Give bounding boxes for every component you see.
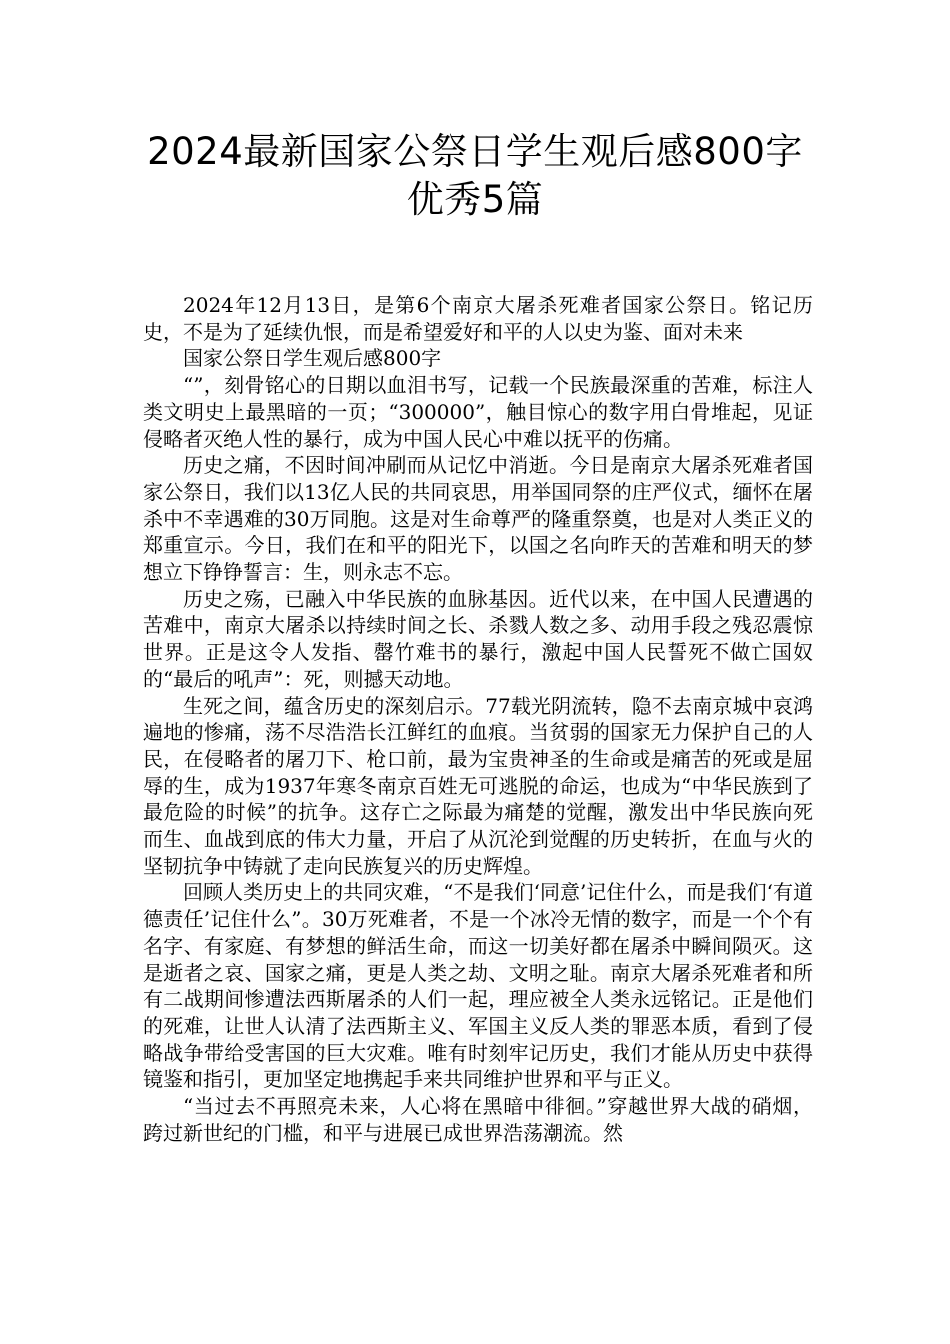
paragraph: 历史之殇，已融入中华民族的血脉基因。近代以来，在中国人民遭遇的苦难中，南京大屠杀以持续时间之长、杀戮人数之多、动用手段之残忍震惊世界。正是这令人发指、罄竹难书的暴行，激起中国人民誓死不做亡国奴的“最后的吼声”：死，则撼天动地。: [143, 586, 813, 691]
paragraph-intro: 2024年12月13日，是第6个南京大屠杀死难者国家公祭日。铭记历史，不是为了延续仇恨，而是希望爱好和平的人以史为鉴、面对未来: [143, 293, 813, 344]
document-body: [143, 292, 813, 1147]
paragraph-subtitle: 国家公祭日学生观后感800字: [183, 346, 442, 371]
title-line-1: 2024最新国家公祭日学生观后感800字: [147, 130, 803, 173]
title-line-2: 优秀5篇: [406, 178, 544, 221]
paragraph: 回顾人类历史上的共同灾难，“不是我们‘同意’记住什么，而是我们‘有道德责任’记住什么”。30万死难者，不是一个冰冷无情的数字，而是一个个有名字、有家庭、有梦想的鲜活生命，而这一切美好都在屠杀中瞬间陨灭。这是逝者之哀、国家之痛，更是人类之劫、文明之耻。南京大屠杀死难者和所有二战期间惨遭法西斯屠杀的人们一起，理应被全人类永远铭记。正是他们的死难，让世人认清了法西斯主义、军国主义反人类的罪恶本质，看到了侵略战争带给受害国的巨大灾难。唯有时刻牢记历史，我们才能从历史中获得镜鉴和指引，更加坚定地携起手来共同维护世界和平与正义。: [143, 880, 813, 1092]
document-title: [100, 128, 850, 224]
paragraph: 历史之痛，不因时间冲刷而从记忆中消逝。今日是南京大屠杀死难者国家公祭日，我们以13亿人民的共同哀思，用举国同祭的庄严仪式，缅怀在屠杀中不幸遇难的30万同胞。这是对生命尊严的隆重祭奠，也是对人类正义的郑重宣示。今日，我们在和平的阳光下，以国之名向昨天的苦难和明天的梦想立下铮铮誓言：生，则永志不忘。: [143, 453, 813, 585]
paragraph: 生死之间，蕴含历史的深刻启示。77载光阴流转，隐不去南京城中哀鸿遍地的惨痛，荡不尽浩浩长江鲜红的血痕。当贫弱的国家无力保护自己的人民，在侵略者的屠刀下、枪口前，最为宝贵神圣的生命或是痛苦的死或是屈辱的生，成为1937年寒冬南京百姓无可逃脱的命运，也成为“中华民族到了最危险的时候”的抗争。这存亡之际最为痛楚的觉醒，激发出中华民族向死而生、血战到底的伟大力量，开启了从沉沦到觉醒的历史转折，在血与火的坚韧抗争中铸就了走向民族复兴的历史辉煌。: [143, 693, 813, 878]
paragraph: “当过去不再照亮未来，人心将在黑暗中徘徊。”穿越世界大战的硝烟，跨过新世纪的门槛，和平与进展已成世界浩荡潮流。然: [143, 1094, 813, 1145]
paragraph: “”，刻骨铭心的日期以血泪书写，记载一个民族最深重的苦难，标注人类文明史上最黑暗的一页；“300000”，触目惊心的数字用白骨堆起，见证侵略者灭绝人性的暴行，成为中国人民心中难以抚平的伤痛。: [143, 373, 813, 451]
